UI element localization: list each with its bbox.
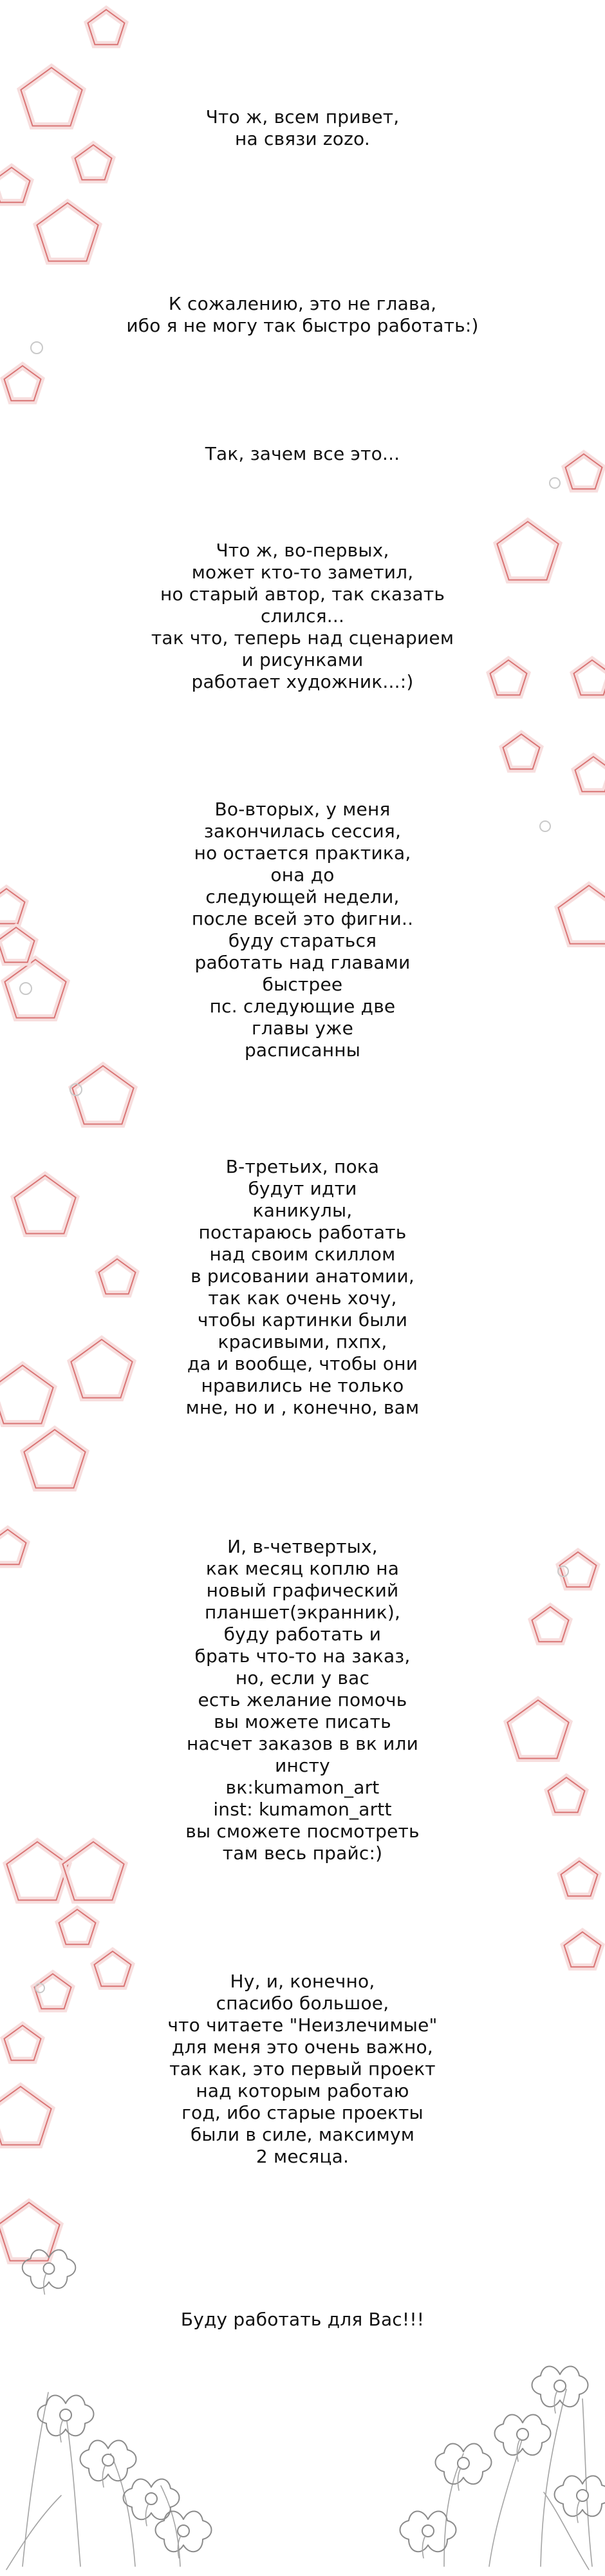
- note-second: Во-вторых, у меня закончилась сессия, но остается практика, она до следующей недели, после всей это фигни.. буду стараться работать над главами быстрее пс. следующие две главы уже расписанны: [191, 799, 414, 1061]
- pentagon-cluster-right-upper: [490, 454, 605, 944]
- note-greeting: Что ж, всем привет, на связи zozo.: [205, 106, 400, 149]
- note-third: В-третьих, пока будут идти каникулы, постараюсь работать над своим скиллом в рисовании анатомии, так как очень хочу, чтобы картинки были красивыми, пхпх, да и вообще, чтобы они нравились не только мне, но и , конечно, вам: [185, 1156, 420, 1418]
- note-thanks: Ну, и, конечно, спасибо большое, что читаете "Неизлечимые" для меня это очень важно, так как, это первый проект над которым работаю год, ибо старые проекты были в силе, максимум 2 месяца.: [167, 1971, 438, 2167]
- note-first: Что ж, во-первых, может кто-то заметил, но старый автор, так сказать слился... так что, теперь над сценарием и рисунками работает художник...:): [151, 540, 454, 692]
- note-why: Так, зачем все это...: [205, 443, 400, 464]
- note-apology: К сожалению, это не глава, ибо я не могу так быстро работать:): [126, 293, 479, 336]
- flower-border-bottom: [6, 2250, 605, 2570]
- note-fourth: И, в-четвертых, как месяц коплю на новый графический планшет(экранник), буду работать и брать что-то на заказ, но, если у вас есть желание помочь вы можете писать насчет заказов в вк или инсту вк:kumamon_art inst: kumamon_artt вы сможете посмотреть там весь прайс:): [185, 1536, 420, 1864]
- pentagon-cluster-top-left: [0, 10, 125, 401]
- pentagon-cluster-right-lower: [507, 1552, 600, 1967]
- note-closing: Буду работать для Вас!!!: [180, 2309, 425, 2330]
